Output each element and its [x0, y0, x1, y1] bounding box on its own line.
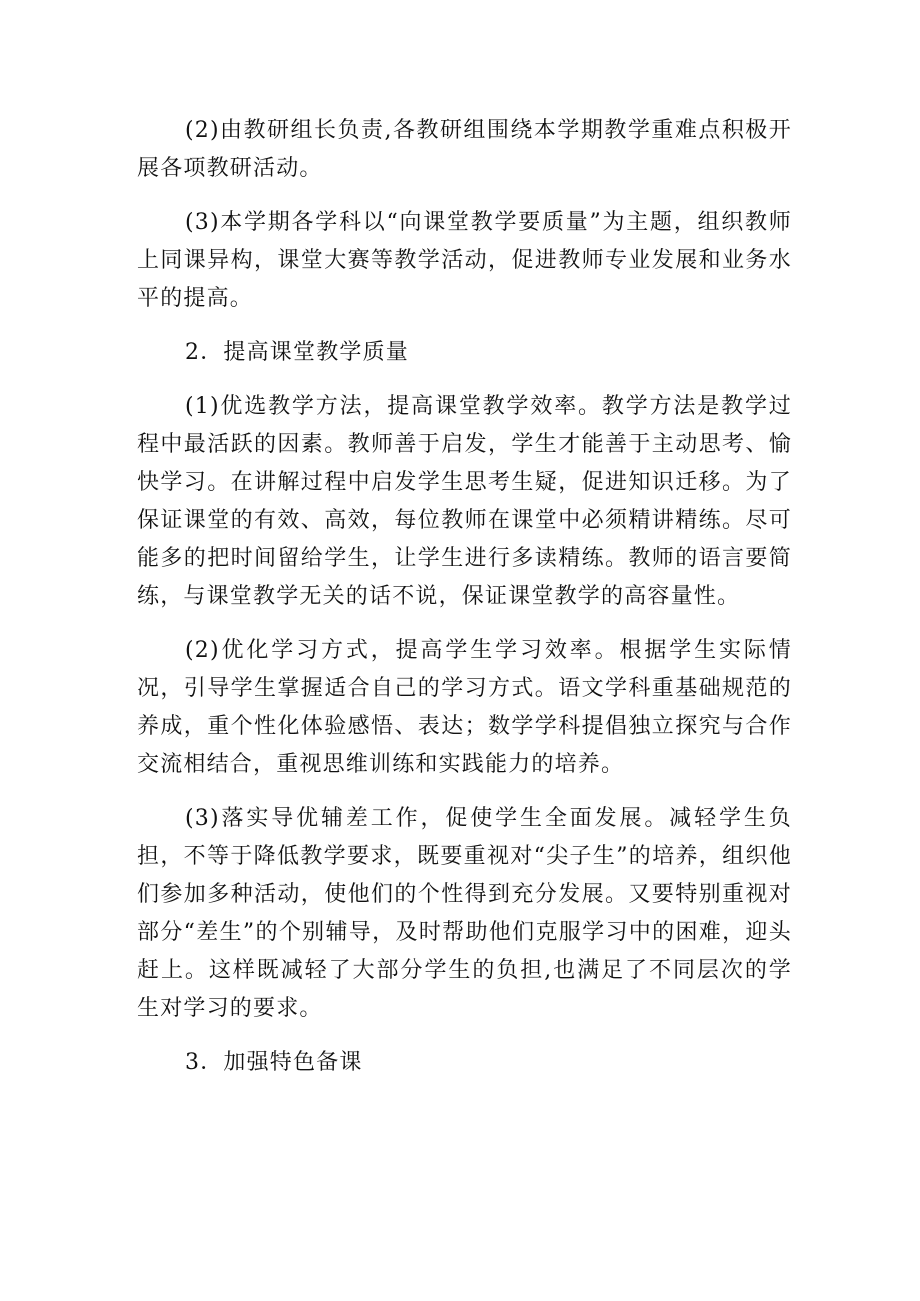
paragraph-1-teaching-methods: (1)优选教学方法，提高课堂教学效率。教学方法是教学过程中最活跃的因素。教师善于启发，学生才能善于主动思考、愉快学习。在讲解过程中启发学生思考生疑，促进知识迁移。为了保证课堂的有效、高效，每位教师在课堂中必须精讲精练。尽可能多的把时间留给学生，让学生进行多读精练。教师的语言要简练，与课堂教学无关的话不说，保证课堂教学的高容量性。: [137, 394, 792, 609]
paragraph-3-tutoring: (3)落实导优辅差工作，促使学生全面发展。减轻学生负担，不等于降低教学要求，既要重视对“尖子生”的培养，组织他们参加多种活动，使他们的个性得到充分发展。又要特别重视对部分“差生”的个别辅导，及时帮助他们克服学习中的困难，迎头赶上。这样既减轻了大部分学生的负担,也满足了不同层次的学生对学习的要求。: [137, 806, 792, 1021]
section-heading-2: 2．提高课堂教学质量: [185, 340, 409, 365]
paragraph-2-learning-methods: (2)优化学习方式，提高学生学习效率。根据学生实际情况，引导学生掌握适合自己的学习方式。语文学科重基础规范的养成，重个性化体验感悟、表达；数学学科提倡独立探究与合作交流相结合，重视思维训练和实践能力的培养。: [137, 638, 792, 777]
section-heading-3: 3．加强特色备课: [185, 1050, 363, 1075]
paragraph-3-quality-theme: (3)本学期各学科以“向课堂教学要质量”为主题，组织教师上同课异构，课堂大赛等教学活动，促进教师专业发展和业务水平的提高。: [137, 210, 792, 311]
document-body: [137, 112, 792, 1098]
paragraph-2-research-activities: (2)由教研组长负责,各教研组围绕本学期教学重难点积极开展各项教研活动。: [137, 118, 792, 181]
